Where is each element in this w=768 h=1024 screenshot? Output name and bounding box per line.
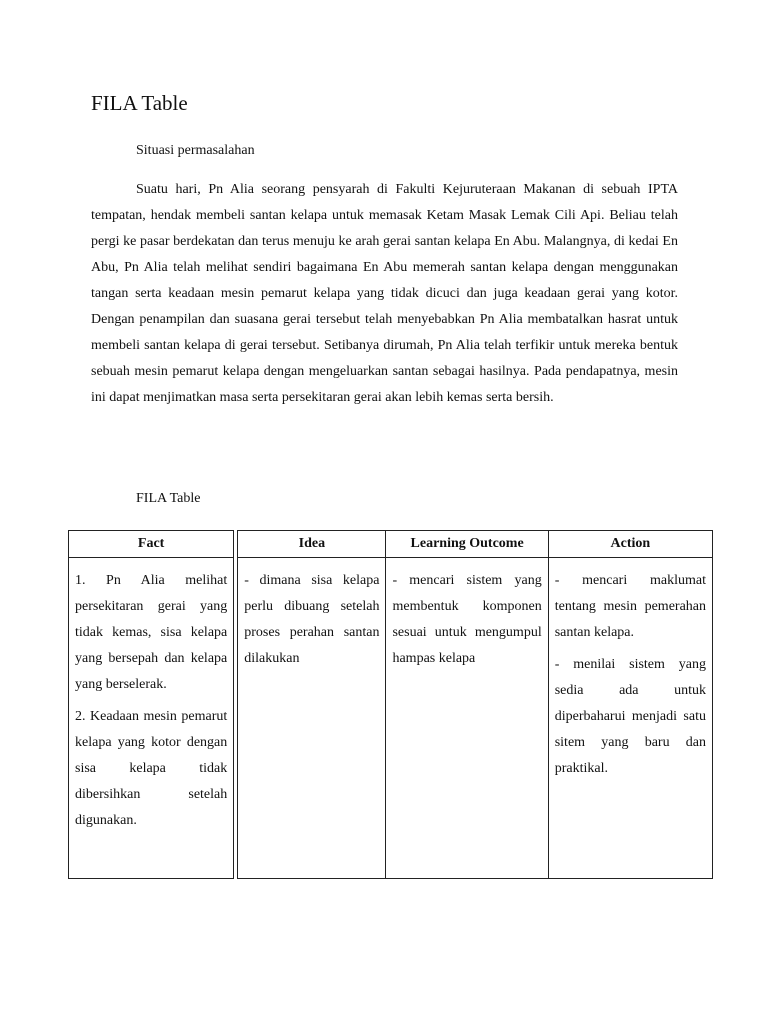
action-item: - mencari maklumat tentang mesin pemerahan santan kelapa.	[554, 573, 706, 640]
fact-item: 1. Pn Alia melihat persekitaran gerai yang tidak kemas, sisa kelapa yang bersepah dan kelapa yang berselerak.	[75, 573, 228, 692]
action-item: - menilai sistem yang sedia ada untuk diperbaharui menjadi satu sitem yang baru dan praktikal.	[554, 657, 706, 776]
header-learning-outcome: Learning Outcome	[386, 531, 548, 558]
table-row	[69, 558, 713, 879]
fila-table	[68, 530, 713, 879]
page-title: FILA Table	[91, 91, 188, 115]
problem-paragraph: Suatu hari, Pn Alia seorang pensyarah di Fakulti Kejuruteraan Makanan di sebuah IPTA tempatan, hendak membeli santan kelapa untuk memasak Ketam Masak Lemak Cili Api. Beliau telah pergi ke pasar berdekatan dan terus menuju ke arah gerai santan kelapa En Abu. Malangnya, di kedai En Abu, Pn Alia telah melihat sendiri bagaimana En Abu memerah santan kelapa dengan menggunakan tangan serta keadaan mesin pemarut kelapa yang tidak dicuci dan juga keadaan gerai yang kotor. Dengan penampilan dan suasana gerai tersebut telah menyebabkan Pn Alia membatalkan hasrat untuk membeli santan kelapa di gerai tersebut. Setibanya dirumah, Pn Alia telah terfikir untuk mereka bentuk sebuah mesin pemarut kelapa dengan mengeluarkan santan sebagai hasilnya. Pada pendapatnya, mesin ini dapat menjimatkan masa serta persekitaran gerai akan lebih kemas serta bersih.	[91, 182, 678, 405]
idea-item: - dimana sisa kelapa perlu dibuang setelah proses perahan santan dilakukan	[244, 573, 380, 666]
section-subheading: Situasi permasalahan	[136, 143, 255, 158]
cell-learning-outcome	[386, 558, 548, 879]
table-caption: FILA Table	[136, 491, 201, 506]
header-action: Action	[548, 531, 712, 558]
header-idea: Idea	[238, 531, 386, 558]
header-fact: Fact	[69, 531, 234, 558]
learning-outcome-item: - mencari sistem yang membentuk komponen sesuai untuk mengumpul hampas kelapa	[392, 573, 542, 666]
cell-action	[548, 558, 712, 879]
table-header-row	[69, 531, 713, 558]
cell-idea	[238, 558, 386, 879]
fact-item: 2. Keadaan mesin pemarut kelapa yang kotor dengan sisa kelapa tidak dibersihkan setelah digunakan.	[75, 709, 228, 828]
cell-fact	[69, 558, 234, 879]
